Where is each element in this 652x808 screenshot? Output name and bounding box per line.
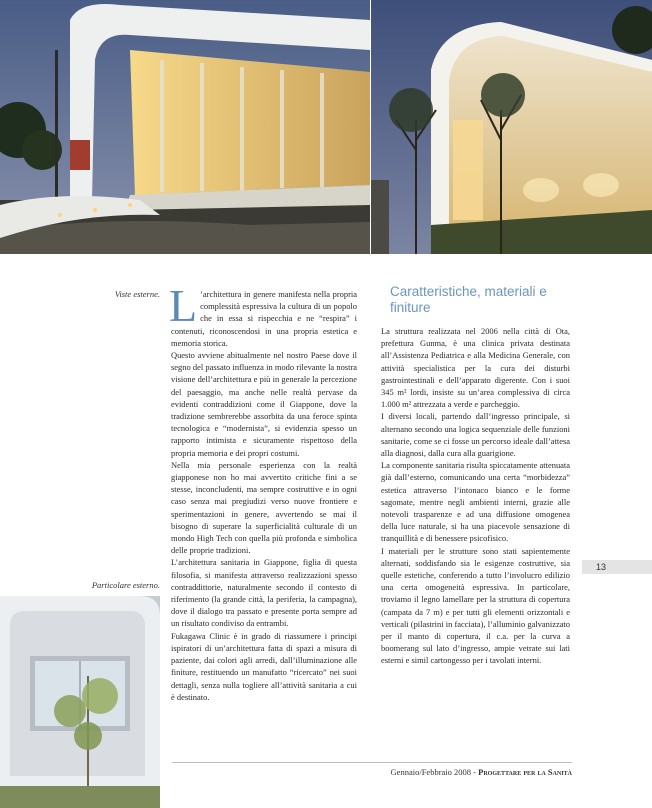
body-paragraph: Questo avviene abitualmente nel nostro Paese dove il segno del passato influenza in modo rilevante la nostra visione dell’architettura e più in generale la percezione del paesaggio, ma anche nelle realtà pervase da evidenti contraddizioni come il Giappone, dove la tradizione sembrerebbe assorbita da una feroce spinta tecnologica e “modernista”, si evidenzia spesso un rapporto intimista e sicuramente rispettoso della propria memoria e dei propri costumi. [171,350,357,458]
section-heading: Caratteristiche, materiali e finiture [390,284,547,315]
clinic-exterior-photo-right [371,0,652,254]
body-paragraph: Fukagawa Clinic è in grado di riassumere i principi ispiratori di un’architettura fatta di spazi a misura di paziente, dai colori agli arredi, dall’illuminazione alle finiture, restituendo un manufatto “ricercato” nei suoi dettagli, senza nulla togliere all’attività sanitaria a cui è destinato. [171,630,357,702]
body-paragraph: La struttura realizzata nel 2006 nella città di Ota, prefettura Gunma, è una clinica privata destinata all’Assistenza Pediatrica e alla Medicina Generale, con attività specialistica per la cura dei disturbi gastrointestinali e dell’apparato digerente. Con i suoi 345 m² lordi, insiste su un’area complessiva di circa 1.000 m² attrezzata a verde e parcheggio. [381,326,570,410]
body-paragraph: L’architettura sanitaria in Giappone, figlia di questa filosofia, si manifesta attraverso realizzazioni spesso contraddittorie, naturalmente secondo il contesto di riferimento (la grande città, la periferia, la campagna), dove il dialogo tra passato e presente porta sempre ad un risultato condiviso da entrambi. [171,557,357,629]
footer-magazine-title: Progettare per la Sanità [478,767,572,777]
drop-cap: L [169,280,198,331]
photo-caption-bottom: Particolare esterno. [91,580,160,590]
footer-issue: Gennaio/Febbraio 2008 - [390,767,479,777]
body-paragraph: I diversi locali, partendo dall’ingresso principale, si alternano secondo una logica sequenziale delle funzioni sanitarie, come se ci fosse un percorso ideale dall’attesa alla diagnosi, dalla cura alla guarigione. [381,411,570,459]
page-number-tab [582,560,652,574]
photo-caption-top: Viste esterne. [114,289,160,299]
footer-divider [172,762,572,763]
page-number: 13 [595,562,606,572]
page-footer [290,767,572,777]
body-paragraph: Nella mia personale esperienza con la realtà giapponese non ho mai avvertito critiche fini a se stesse, inconcludenti, ma sempre costruttive e in ogni caso senza mai pregiudizi verso nuove frontiere e sperimentazioni in genere, avvertendo se mai il bisogno di superare la superficialità culturale di un mondo High Tech con quella più profonda e simbolica delle proprie tradizioni. [171,459,357,556]
body-paragraph: I materiali per le strutture sono stati sapientemente alternati, soddisfando sia le esigenze costruttive, sia quelle estetiche, conferendo a tutto l’involucro edilizio una certa omogeneità espressiva. In particolare, troviamo il legno lamellare per la struttura di copertura (campata da 7 m) e per tutti gli elementi orizzontali e verticali (pilastrini in facciata), l’alluminio galvanizzato per il manto di copertura, il c.a. per la curva a boomerang sul lato d’ingresso, ampie vetrate sui lati esterni e simil cartongesso per i tavolati interni. [381,545,570,666]
article-column-left [169,280,357,703]
clinic-detail-photo [0,596,160,808]
article-column-right [381,325,570,667]
intro-paragraph [169,280,357,349]
body-paragraph: La componente sanitaria risulta spiccatamente attenuata già dall’esterno, comunicando una certa “morbidezza” estetica attraverso l’intonaco bianco e le forme sagomate, mentre negli ambienti interni, grazie alle notevoli trasparenze e ad una diffusione omogenea della luce naturale, si ha una piacevole sensazione di tranquillità e di benessere psicofisico. [381,460,570,544]
intro-text: ’architettura in genere manifesta nella propria complessità espressiva la cultura di un popolo che in essa si rispecchia e ne “respira” i contenuti, riconoscendosi in una propria estetica e memoria storica. [171,289,357,348]
clinic-exterior-photo-left [0,0,370,254]
